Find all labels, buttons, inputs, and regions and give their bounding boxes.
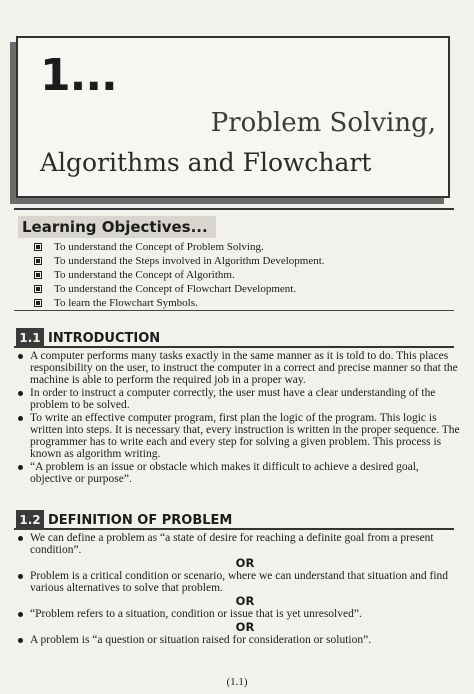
page-number: (1.1) — [226, 676, 248, 688]
chapter-number: 1... — [40, 50, 117, 101]
square-bullet-icon — [34, 285, 42, 293]
section-title: INTRODUCTION — [48, 331, 161, 346]
bullet-icon — [18, 416, 23, 421]
section-title: DEFINITION OF PROBLEM — [48, 513, 233, 528]
chapter-title-line1: Problem Solving, — [210, 108, 436, 138]
definition-bullets — [14, 532, 460, 647]
divider — [14, 310, 454, 311]
list-item: Problem is a critical condition or scenario, where we can understand that situation and find various alternatives to solve that problem. — [14, 570, 460, 594]
section-header-definition — [14, 506, 454, 530]
or-separator: OR — [235, 556, 255, 570]
chapter-title-line2: Algorithms and Flowchart — [40, 148, 372, 177]
list-item: To understand the Concept of Problem Solving. — [34, 240, 325, 254]
section-header-introduction — [14, 324, 454, 348]
square-bullet-icon — [34, 243, 42, 251]
bullet-icon — [18, 612, 23, 617]
section-number: 1.2 — [16, 510, 44, 530]
list-item: “Problem refers to a situation, condition or issue that is yet unresolved”. — [14, 608, 460, 620]
learning-objectives — [14, 208, 454, 320]
chapter-header — [16, 36, 450, 198]
bullet-icon — [18, 536, 23, 541]
square-bullet-icon — [34, 271, 42, 279]
list-item: To learn the Flowchart Symbols. — [34, 296, 325, 310]
list-item: “A problem is an issue or obstacle which makes it difficult to achieve a desired goal, objective or purpose”. — [14, 461, 460, 485]
list-item: A computer performs many tasks exactly in the same manner as it is told to do. This places responsibility on the user, to instruct the computer in a correct and precise manner so that the machine is able to perform the required job in a proper way. — [14, 350, 460, 386]
bullet-icon — [18, 638, 23, 643]
section-number: 1.1 — [16, 328, 44, 348]
square-bullet-icon — [34, 299, 42, 307]
list-item: We can define a problem as “a state of desire for reaching a definite goal from a present condition”. — [14, 532, 460, 556]
list-item: A problem is “a question or situation raised for consideration or solution”. — [14, 634, 460, 646]
list-item: In order to instruct a computer correctly, the user must have a clear understanding of the problem to be solved. — [14, 387, 460, 411]
bullet-icon — [18, 354, 23, 359]
list-item: To understand the Concept of Algorithm. — [34, 268, 325, 282]
introduction-bullets — [14, 350, 460, 486]
square-bullet-icon — [34, 257, 42, 265]
list-item: To write an effective computer program, first plan the logic of the program. This logic is written into steps. It is necessary that, every instruction is written in the proper sequence. The programmer has to write each and every step for solving a given problem. This process is known as algorithm writing. — [14, 412, 460, 460]
list-item: To understand the Concept of Flowchart Development. — [34, 282, 325, 296]
learning-objectives-list — [34, 240, 325, 310]
bullet-icon — [18, 465, 23, 470]
learning-objectives-title: Learning Objectives... — [18, 216, 216, 238]
or-separator: OR — [235, 620, 255, 634]
bullet-icon — [18, 574, 23, 579]
list-item: To understand the Steps involved in Algorithm Development. — [34, 254, 325, 268]
or-separator: OR — [235, 594, 255, 608]
bullet-icon — [18, 391, 23, 396]
